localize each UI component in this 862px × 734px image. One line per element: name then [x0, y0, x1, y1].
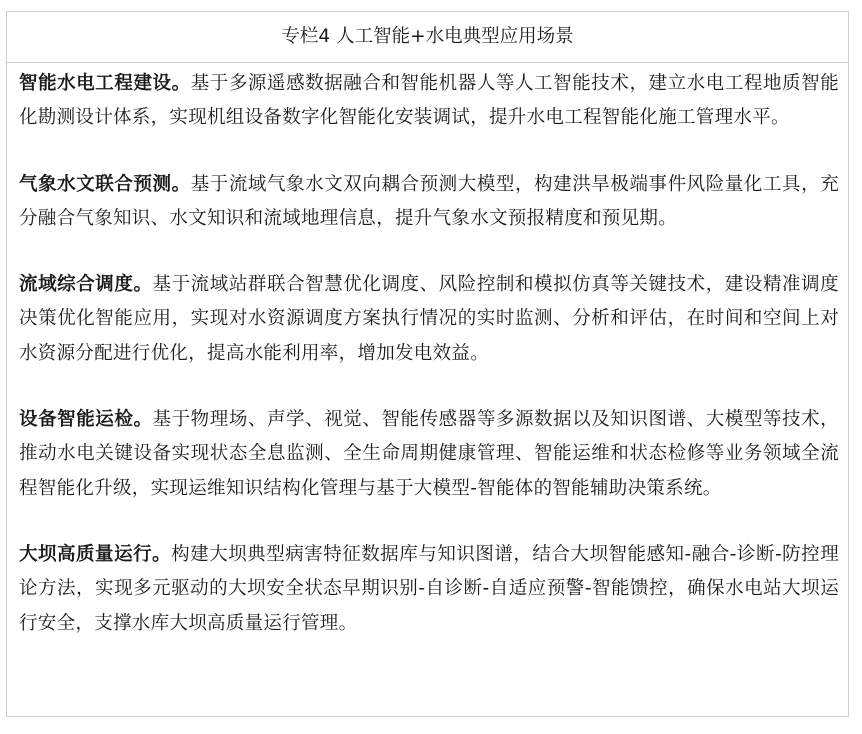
column-title: 专栏4 人工智能+水电典型应用场景 [7, 12, 848, 63]
paragraph-equipment-inspection [19, 403, 839, 506]
column-body [7, 63, 848, 641]
paragraph-heading: 大坝高质量运行。 [19, 543, 172, 565]
column-box [6, 11, 849, 717]
paragraph-meteorology-hydrology-forecast [19, 168, 839, 237]
paragraph-text: 基于多源遥感数据融合和智能机器人等人工智能技术，建立水电工程地质智能化勘测设计体系，实现机组设备数字化智能化安装调试，提升水电工程智能化施工管理水平。 [19, 73, 839, 129]
paragraph-heading: 流域综合调度。 [19, 274, 153, 296]
paragraph-smart-hydropower-construction [19, 67, 839, 136]
paragraph-heading: 设备智能运检。 [19, 409, 153, 431]
paragraph-text: 基于流域站群联合智慧优化调度、风险控制和模拟仿真等关键技术，建设精准调度决策优化智能应用，实现对水资源调度方案执行情况的实时监测、分析和评估，在时间和空间上对水资源分配进行优化，提高水能利用率，增加发电效益。 [19, 274, 839, 364]
paragraph-text: 基于流域气象水文双向耦合预测大模型，构建洪旱极端事件风险量化工具，充分融合气象知识、水文知识和流域地理信息，提升气象水文预报精度和预见期。 [19, 173, 839, 229]
paragraph-heading: 智能水电工程建设。 [19, 73, 191, 94]
paragraph-basin-dispatch [19, 268, 839, 371]
paragraph-dam-operation [19, 538, 839, 641]
paragraph-text: 基于物理场、声学、视觉、智能传感器等多源数据以及知识图谱、大模型等技术，推动水电关键设备实现状态全息监测、全生命周期健康管理、智能运维和状态检修等业务领域全流程智能化升级，实现运维知识结构化管理与基于大模型-智能体的智能辅助决策系统。 [19, 409, 839, 499]
paragraph-heading: 气象水文联合预测。 [19, 173, 191, 195]
paragraph-text: 构建大坝典型病害特征数据库与知识图谱，结合大坝智能感知-融合-诊断-防控理论方法，实现多元驱动的大坝安全状态早期识别-自诊断-自适应预警-智能馈控，确保水电站大坝运行安全，支撑水库大坝高质量运行管理。 [19, 543, 839, 634]
